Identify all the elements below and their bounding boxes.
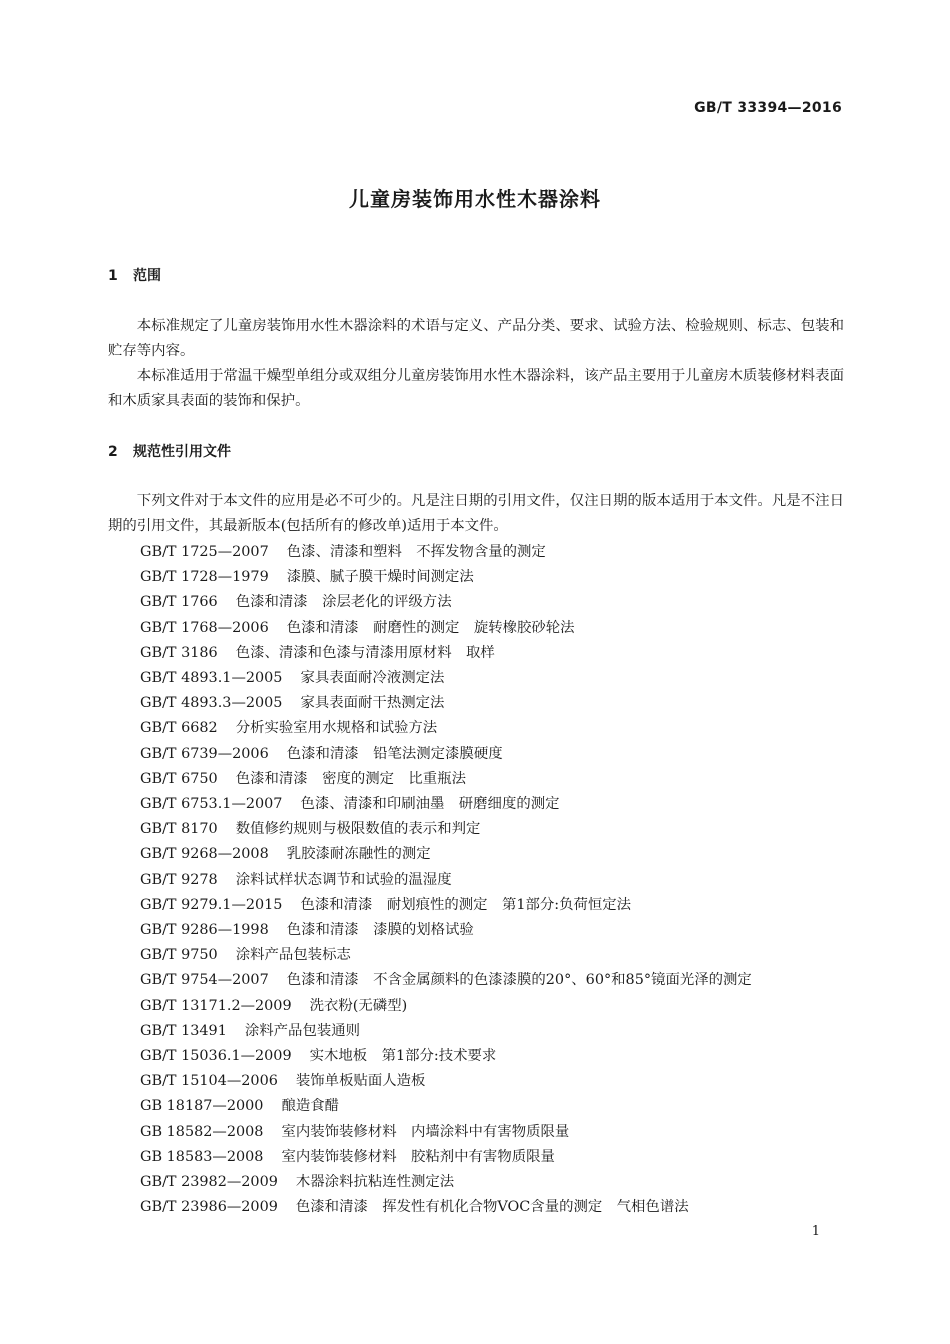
reference-item [140,918,850,943]
reference-title: 色漆、清漆和色漆与清漆用原材料 取样 [235,644,495,661]
reference-code: GB 18583—2008 [140,1148,264,1165]
reference-item [140,1019,850,1044]
reference-code: GB/T 1768—2006 [140,619,269,636]
reference-title: 色漆、清漆和印刷油墨 研磨细度的测定 [300,796,560,813]
reference-code: GB/T 3186 [140,644,218,661]
reference-code: GB/T 6682 [140,720,218,737]
reference-code: GB/T 23982—2009 [140,1174,278,1191]
reference-item [140,666,850,691]
section-2-number: 2 [108,444,118,460]
reference-title: 室内装饰装修材料 内墙涂料中有害物质限量 [281,1123,570,1140]
reference-code: GB/T 6753.1—2007 [140,796,283,813]
section-2-intro: 下列文件对于本文件的应用是必不可少的。凡是注日期的引用文件，仅注日期的版本适用于本文件。凡是不注日期的引用文件，其最新版本(包括所有的修改单)适用于本文件。 [108,493,844,534]
reference-item [140,968,850,993]
reference-item [140,1195,850,1220]
reference-item [140,1120,850,1145]
reference-code: GB 18187—2000 [140,1098,264,1115]
reference-code: GB/T 15104—2006 [140,1073,278,1090]
reference-code: GB/T 9268—2008 [140,846,269,863]
reference-title: 色漆和清漆 挥发性有机化合物VOC含量的测定 气相色谱法 [295,1199,689,1216]
reference-item [140,1170,850,1195]
standard-code: GB/T 33394—2016 [694,100,842,116]
reference-title: 漆膜、腻子膜干燥时间测定法 [286,569,474,586]
reference-item [140,742,850,767]
reference-item [140,943,850,968]
reference-item [140,1094,850,1119]
reference-code: GB/T 8170 [140,821,218,838]
reference-title: 木器涂料抗粘连性测定法 [295,1174,455,1191]
reference-item [140,767,850,792]
section-2-heading [108,441,231,461]
reference-item [140,868,850,893]
reference-code: GB/T 9754—2007 [140,972,269,989]
reference-item [140,641,850,666]
reference-title: 涂料产品包装标志 [235,947,351,964]
reference-code: GB/T 15036.1—2009 [140,1048,292,1065]
reference-title: 色漆和清漆 铅笔法测定漆膜硬度 [286,745,503,762]
reference-code: GB 18582—2008 [140,1123,264,1140]
reference-title: 涂料试样状态调节和试验的温湿度 [235,871,452,888]
reference-item [140,716,850,741]
reference-code: GB/T 9750 [140,947,218,964]
reference-title: 酿造食醋 [281,1098,340,1115]
reference-code: GB/T 1728—1979 [140,569,269,586]
reference-title: 室内装饰装修材料 胶粘剂中有害物质限量 [281,1148,555,1165]
reference-code: GB/T 6739—2006 [140,745,269,762]
reference-code: GB/T 1725—2007 [140,544,269,560]
reference-item [140,590,850,615]
reference-item [140,842,850,867]
reference-title: 色漆和清漆 密度的测定 比重瓶法 [235,770,466,787]
reference-title: 家具表面耐冷液测定法 [300,670,445,687]
reference-title: 家具表面耐干热测定法 [300,695,445,712]
reference-item [140,1145,850,1170]
reference-code: GB/T 13491 [140,1022,227,1039]
reference-item [140,616,850,641]
reference-title: 装饰单板贴面人造板 [295,1073,426,1090]
document-title: 儿童房装饰用水性木器涂料 [349,187,601,211]
reference-title: 色漆和清漆 漆膜的划格试验 [286,922,474,939]
section-1-paragraph-2: 本标准适用于常温干燥型单组分或双组分儿童房装饰用水性木器涂料，该产品主要用于儿童房木质装修材料表面和木质家具表面的装饰和保护。 [108,368,844,409]
section-1-number: 1 [108,268,118,284]
reference-title: 数值修约规则与极限数值的表示和判定 [235,821,481,838]
reference-list [140,540,850,1220]
reference-title: 乳胶漆耐冻融性的测定 [286,846,431,863]
reference-code: GB/T 9286—1998 [140,922,269,939]
reference-title: 洗衣粉(无磷型) [309,997,408,1014]
reference-code: GB/T 4893.3—2005 [140,695,283,712]
reference-item [140,540,850,565]
reference-title: 色漆和清漆 耐划痕性的测定 第1部分:负荷恒定法 [300,896,632,913]
reference-code: GB/T 13171.2—2009 [140,997,292,1014]
reference-code: GB/T 9278 [140,871,218,888]
reference-title: 色漆和清漆 耐磨性的测定 旋转橡胶砂轮法 [286,619,575,636]
section-2-title: 规范性引用文件 [133,444,231,460]
section-1-heading [108,265,161,285]
reference-item [140,1069,850,1094]
reference-title: 色漆、清漆和塑料 不挥发物含量的测定 [286,544,546,560]
reference-item [140,565,850,590]
reference-item [140,1044,850,1069]
reference-title: 色漆和清漆 涂层老化的评级方法 [235,594,452,611]
reference-item [140,792,850,817]
reference-title: 色漆和清漆 不含金属颜料的色漆漆膜的20°、60°和85°镜面光泽的测定 [286,972,752,989]
reference-item [140,893,850,918]
reference-code: GB/T 4893.1—2005 [140,670,283,687]
section-1-paragraph-1: 本标准规定了儿童房装饰用水性木器涂料的术语与定义、产品分类、要求、试验方法、检验规则、标志、包装和贮存等内容。 [108,318,844,359]
reference-item [140,994,850,1019]
reference-code: GB/T 6750 [140,770,218,787]
reference-code: GB/T 23986—2009 [140,1199,278,1216]
page-number: 1 [811,1224,820,1239]
reference-title: 实木地板 第1部分:技术要求 [309,1048,497,1065]
reference-code: GB/T 9279.1—2015 [140,896,283,913]
section-1-title: 范围 [133,268,161,284]
reference-item [140,691,850,716]
reference-title: 涂料产品包装通则 [244,1022,361,1039]
reference-title: 分析实验室用水规格和试验方法 [235,720,438,737]
reference-item [140,817,850,842]
reference-code: GB/T 1766 [140,594,218,611]
